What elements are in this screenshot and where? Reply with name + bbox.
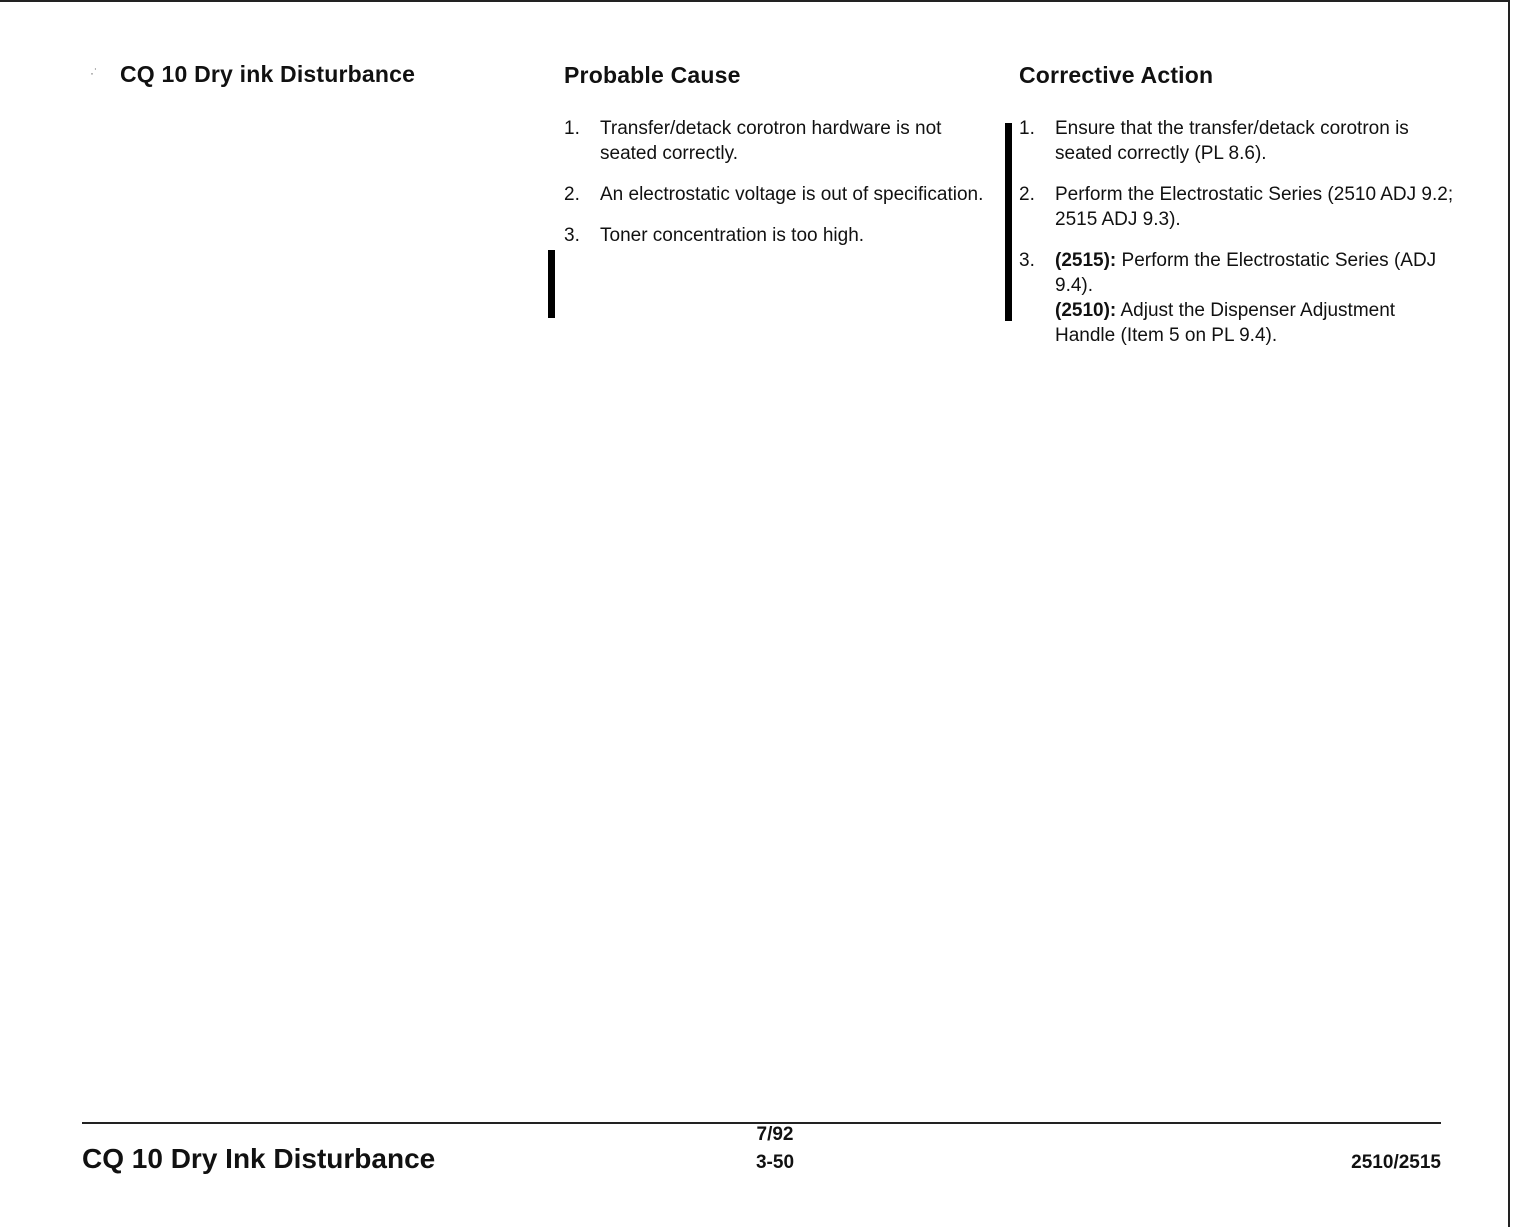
footer-title: CQ 10 Dry Ink Disturbance [82, 1143, 436, 1174]
list-item [1019, 116, 1459, 166]
list-item [564, 116, 994, 166]
item-text: Transfer/detack corotron hardware is not seated correctly. [600, 118, 942, 164]
page-number: 3-50 [755, 1152, 795, 1173]
scan-artifact: ·˙ [90, 66, 98, 80]
model-2510-instruction [1055, 298, 1459, 348]
item-number: 3. [1019, 250, 1035, 271]
item-text: Perform the Electrostatic Series (2510 ADJ 9.2; 2515 ADJ 9.3). [1055, 184, 1454, 230]
corrective-action-list [1019, 116, 1459, 348]
list-item [564, 223, 994, 248]
list-item [1019, 182, 1459, 232]
change-bar [548, 250, 555, 318]
item-text: An electrostatic voltage is out of specification. [600, 184, 984, 205]
item-text: Ensure that the transfer/detack corotron is seated correctly (PL 8.6). [1055, 118, 1409, 164]
model-tag: (2510): [1055, 300, 1117, 321]
list-item [1019, 248, 1459, 348]
probable-cause-list [564, 116, 994, 248]
item-number: 2. [564, 184, 580, 205]
footer-model: 2510/2515 [1351, 1152, 1441, 1173]
model-2515-instruction [1055, 248, 1459, 298]
model-tag: (2515): [1055, 250, 1117, 271]
list-item [564, 182, 994, 207]
corrective-action-heading: Corrective Action [1019, 62, 1214, 88]
change-bar [1005, 123, 1012, 321]
item-number: 3. [564, 225, 580, 246]
item-text: Perform the Electrostatic Series (ADJ 9.4). [1055, 250, 1437, 296]
item-number: 1. [564, 118, 580, 139]
item-number: 2. [1019, 184, 1035, 205]
item-text: Adjust the Dispenser Adjustment Handle (Item 5 on PL 9.4). [1055, 300, 1396, 346]
probable-cause-heading: Probable Cause [564, 62, 741, 88]
footer-date: 7/92 [756, 1124, 794, 1145]
item-text: Toner concentration is too high. [600, 225, 865, 246]
section-title: CQ 10 Dry ink Disturbance [120, 61, 416, 87]
item-number: 1. [1019, 118, 1035, 139]
